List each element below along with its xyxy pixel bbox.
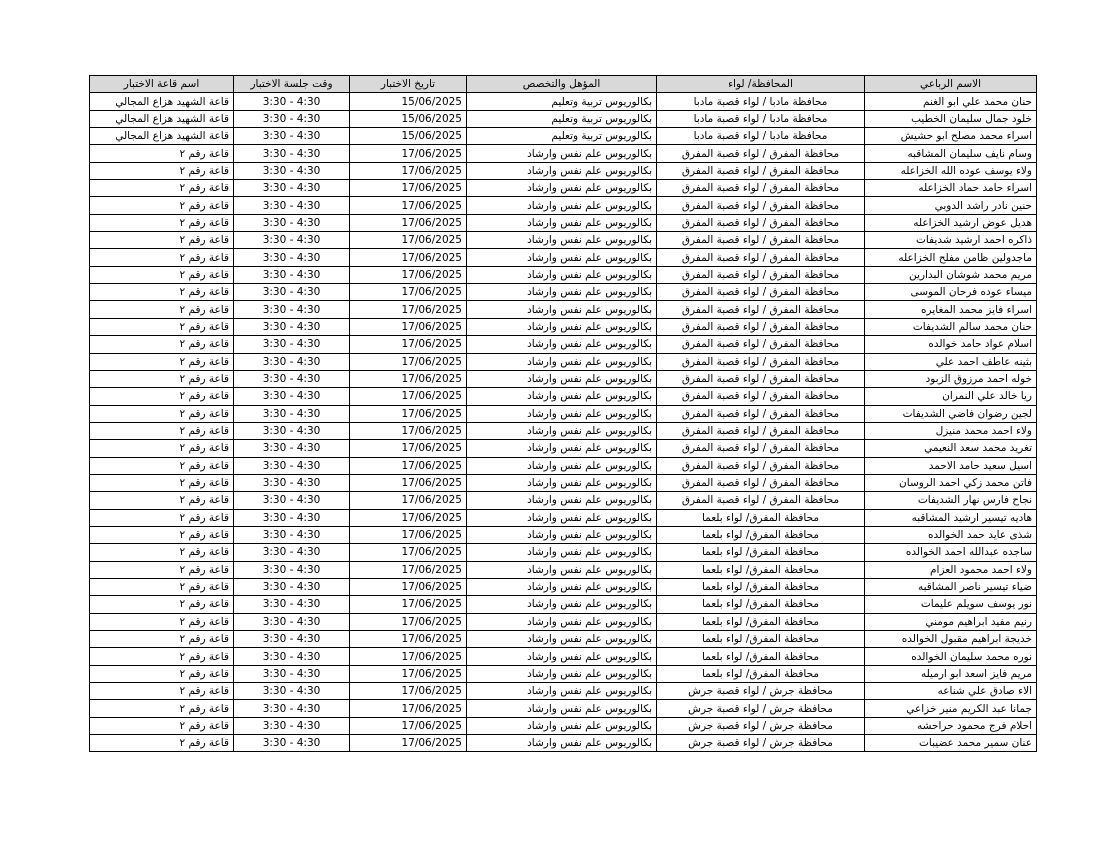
cell-qualification: بكالوريوس علم نفس وارشاد	[467, 735, 657, 752]
cell-time: 3:30 - 4:30	[234, 735, 350, 752]
cell-name: عنان سمير محمد عضيبات	[865, 735, 1037, 752]
header-date: تاريخ الاختبار	[350, 76, 467, 93]
cell-name: نوره محمد سليمان الخوالده	[865, 648, 1037, 665]
cell-date: 17/06/2025	[350, 631, 467, 648]
cell-governorate: محافظة جرش / لواء قصبة جرش	[657, 735, 865, 752]
cell-qualification: بكالوريوس تربية وتعليم	[467, 128, 657, 145]
table-row	[90, 405, 1037, 422]
table-row	[90, 665, 1037, 682]
cell-name: احلام فرج محمود حراحشه	[865, 717, 1037, 734]
cell-governorate: محافظة مادبا / لواء قصبة مادبا	[657, 93, 865, 110]
table-row	[90, 457, 1037, 474]
cell-qualification: بكالوريوس علم نفس وارشاد	[467, 613, 657, 630]
cell-qualification: بكالوريوس علم نفس وارشاد	[467, 578, 657, 595]
table-row	[90, 578, 1037, 595]
cell-qualification: بكالوريوس علم نفس وارشاد	[467, 232, 657, 249]
cell-governorate: محافظة المفرق / لواء قصبة المفرق	[657, 180, 865, 197]
cell-hall: قاعة رقم ٢	[90, 318, 234, 335]
table-row	[90, 232, 1037, 249]
cell-qualification: بكالوريوس علم نفس وارشاد	[467, 388, 657, 405]
cell-qualification: بكالوريوس علم نفس وارشاد	[467, 683, 657, 700]
cell-qualification: بكالوريوس علم نفس وارشاد	[467, 700, 657, 717]
cell-name: مريم محمد شوشان البدارين	[865, 266, 1037, 283]
cell-hall: قاعة رقم ٢	[90, 249, 234, 266]
cell-date: 17/06/2025	[350, 683, 467, 700]
cell-hall: قاعة رقم ٢	[90, 145, 234, 162]
table-row	[90, 631, 1037, 648]
cell-date: 17/06/2025	[350, 249, 467, 266]
cell-hall: قاعة رقم ٢	[90, 457, 234, 474]
cell-time: 3:30 - 4:30	[234, 232, 350, 249]
cell-qualification: بكالوريوس علم نفس وارشاد	[467, 405, 657, 422]
cell-governorate: محافظة المفرق/ لواء بلعما	[657, 648, 865, 665]
cell-governorate: محافظة جرش / لواء قصبة جرش	[657, 700, 865, 717]
table-row	[90, 717, 1037, 734]
table-row	[90, 249, 1037, 266]
cell-qualification: بكالوريوس تربية وتعليم	[467, 110, 657, 127]
cell-hall: قاعة رقم ٢	[90, 648, 234, 665]
table-row	[90, 162, 1037, 179]
cell-time: 3:30 - 4:30	[234, 162, 350, 179]
cell-name: ريا خالد علي النمران	[865, 388, 1037, 405]
table-row	[90, 509, 1037, 526]
table-row	[90, 336, 1037, 353]
cell-date: 17/06/2025	[350, 509, 467, 526]
table-row	[90, 683, 1037, 700]
cell-date: 17/06/2025	[350, 561, 467, 578]
cell-hall: قاعة رقم ٢	[90, 665, 234, 682]
cell-time: 3:30 - 4:30	[234, 214, 350, 231]
cell-qualification: بكالوريوس علم نفس وارشاد	[467, 526, 657, 543]
table-row	[90, 110, 1037, 127]
cell-name: حنان محمد سالم الشديفات	[865, 318, 1037, 335]
cell-hall: قاعة رقم ٢	[90, 232, 234, 249]
cell-hall: قاعة رقم ٢	[90, 440, 234, 457]
cell-hall: قاعة رقم ٢	[90, 266, 234, 283]
cell-qualification: بكالوريوس علم نفس وارشاد	[467, 422, 657, 439]
cell-governorate: محافظة المفرق/ لواء بلعما	[657, 665, 865, 682]
cell-time: 3:30 - 4:30	[234, 440, 350, 457]
cell-governorate: محافظة مادبا / لواء قصبة مادبا	[657, 110, 865, 127]
table-body	[90, 93, 1037, 752]
header-name: الاسم الرباعي	[865, 76, 1037, 93]
cell-name: تغريد محمد سعد النعيمي	[865, 440, 1037, 457]
cell-governorate: محافظة المفرق / لواء قصبة المفرق	[657, 457, 865, 474]
cell-date: 17/06/2025	[350, 405, 467, 422]
table-row	[90, 180, 1037, 197]
cell-qualification: بكالوريوس علم نفس وارشاد	[467, 492, 657, 509]
candidates-table	[89, 75, 1037, 752]
cell-time: 3:30 - 4:30	[234, 405, 350, 422]
table-row	[90, 526, 1037, 543]
cell-name: اسلام عواد حامد خوالده	[865, 336, 1037, 353]
cell-hall: قاعة رقم ٢	[90, 388, 234, 405]
table-row	[90, 128, 1037, 145]
cell-qualification: بكالوريوس علم نفس وارشاد	[467, 370, 657, 387]
cell-date: 17/06/2025	[350, 422, 467, 439]
cell-date: 17/06/2025	[350, 318, 467, 335]
table-row	[90, 93, 1037, 110]
cell-hall: قاعة رقم ٢	[90, 561, 234, 578]
cell-name: خلود جمال سليمان الخطيب	[865, 110, 1037, 127]
cell-qualification: بكالوريوس علم نفس وارشاد	[467, 266, 657, 283]
cell-date: 15/06/2025	[350, 110, 467, 127]
cell-name: اسيل سعيد حامد الاحمد	[865, 457, 1037, 474]
cell-date: 17/06/2025	[350, 457, 467, 474]
header-row	[90, 76, 1037, 93]
cell-date: 15/06/2025	[350, 93, 467, 110]
cell-time: 3:30 - 4:30	[234, 388, 350, 405]
cell-date: 17/06/2025	[350, 353, 467, 370]
header-time: وقت جلسة الاختبار	[234, 76, 350, 93]
cell-name: لجين رضوان فاضي الشديفات	[865, 405, 1037, 422]
cell-name: الاء صادق علي شناعه	[865, 683, 1037, 700]
cell-date: 17/06/2025	[350, 284, 467, 301]
cell-hall: قاعة رقم ٢	[90, 284, 234, 301]
cell-governorate: محافظة المفرق/ لواء بلعما	[657, 544, 865, 561]
table-row	[90, 214, 1037, 231]
cell-governorate: محافظة المفرق/ لواء بلعما	[657, 578, 865, 595]
cell-date: 17/06/2025	[350, 145, 467, 162]
cell-qualification: بكالوريوس علم نفس وارشاد	[467, 318, 657, 335]
table-header	[90, 76, 1037, 93]
table-row	[90, 145, 1037, 162]
cell-name: نور يوسف سويلم عليمات	[865, 596, 1037, 613]
cell-date: 17/06/2025	[350, 388, 467, 405]
cell-qualification: بكالوريوس علم نفس وارشاد	[467, 197, 657, 214]
cell-name: ولاء احمد محمد منيزل	[865, 422, 1037, 439]
cell-time: 3:30 - 4:30	[234, 683, 350, 700]
cell-time: 3:30 - 4:30	[234, 474, 350, 491]
cell-time: 3:30 - 4:30	[234, 336, 350, 353]
cell-time: 3:30 - 4:30	[234, 284, 350, 301]
cell-governorate: محافظة جرش / لواء قصبة جرش	[657, 717, 865, 734]
cell-time: 3:30 - 4:30	[234, 128, 350, 145]
cell-date: 17/06/2025	[350, 232, 467, 249]
cell-hall: قاعة رقم ٢	[90, 474, 234, 491]
cell-name: اسراء محمد مصلح ابو حشيش	[865, 128, 1037, 145]
cell-hall: قاعة رقم ٢	[90, 544, 234, 561]
cell-hall: قاعة رقم ٢	[90, 336, 234, 353]
cell-name: ميساء عوده فرحان الموسى	[865, 284, 1037, 301]
cell-date: 17/06/2025	[350, 735, 467, 752]
cell-date: 15/06/2025	[350, 128, 467, 145]
cell-date: 17/06/2025	[350, 596, 467, 613]
cell-hall: قاعة الشهيد هزاع المجالي	[90, 93, 234, 110]
cell-date: 17/06/2025	[350, 162, 467, 179]
cell-date: 17/06/2025	[350, 474, 467, 491]
cell-governorate: محافظة المفرق / لواء قصبة المفرق	[657, 266, 865, 283]
cell-governorate: محافظة المفرق/ لواء بلعما	[657, 509, 865, 526]
cell-qualification: بكالوريوس علم نفس وارشاد	[467, 544, 657, 561]
cell-time: 3:30 - 4:30	[234, 561, 350, 578]
cell-governorate: محافظة المفرق / لواء قصبة المفرق	[657, 318, 865, 335]
cell-qualification: بكالوريوس علم نفس وارشاد	[467, 561, 657, 578]
cell-governorate: محافظة المفرق / لواء قصبة المفرق	[657, 162, 865, 179]
cell-qualification: بكالوريوس علم نفس وارشاد	[467, 180, 657, 197]
cell-name: رنيم مفيد ابراهيم مومني	[865, 613, 1037, 630]
cell-governorate: محافظة المفرق / لواء قصبة المفرق	[657, 388, 865, 405]
cell-hall: قاعة رقم ٢	[90, 613, 234, 630]
cell-date: 17/06/2025	[350, 180, 467, 197]
cell-time: 3:30 - 4:30	[234, 370, 350, 387]
table-row	[90, 370, 1037, 387]
cell-governorate: محافظة المفرق / لواء قصبة المفرق	[657, 353, 865, 370]
cell-name: بثينه عاطف احمد علي	[865, 353, 1037, 370]
cell-name: خوله احمد مرزوق الزبود	[865, 370, 1037, 387]
cell-hall: قاعة رقم ٢	[90, 700, 234, 717]
cell-date: 17/06/2025	[350, 214, 467, 231]
cell-name: ساجده عبدالله احمد الخوالده	[865, 544, 1037, 561]
cell-date: 17/06/2025	[350, 266, 467, 283]
table-row	[90, 318, 1037, 335]
cell-hall: قاعة رقم ٢	[90, 735, 234, 752]
table-row	[90, 735, 1037, 752]
cell-governorate: محافظة المفرق / لواء قصبة المفرق	[657, 422, 865, 439]
cell-qualification: بكالوريوس علم نفس وارشاد	[467, 648, 657, 665]
cell-governorate: محافظة المفرق / لواء قصبة المفرق	[657, 284, 865, 301]
cell-hall: قاعة رقم ٢	[90, 631, 234, 648]
cell-qualification: بكالوريوس علم نفس وارشاد	[467, 284, 657, 301]
cell-date: 17/06/2025	[350, 613, 467, 630]
cell-governorate: محافظة جرش / لواء قصبة جرش	[657, 683, 865, 700]
cell-time: 3:30 - 4:30	[234, 422, 350, 439]
cell-name: نجاح فارس نهار الشديفات	[865, 492, 1037, 509]
table-row	[90, 492, 1037, 509]
cell-time: 3:30 - 4:30	[234, 526, 350, 543]
cell-qualification: بكالوريوس علم نفس وارشاد	[467, 631, 657, 648]
cell-time: 3:30 - 4:30	[234, 613, 350, 630]
cell-hall: قاعة رقم ٢	[90, 526, 234, 543]
cell-time: 3:30 - 4:30	[234, 665, 350, 682]
table-row	[90, 561, 1037, 578]
cell-governorate: محافظة المفرق / لواء قصبة المفرق	[657, 197, 865, 214]
cell-name: جمانا عبد الكريم منير خزاعي	[865, 700, 1037, 717]
cell-hall: قاعة رقم ٢	[90, 422, 234, 439]
cell-time: 3:30 - 4:30	[234, 648, 350, 665]
cell-name: هديل عوض ارشيد الخزاعله	[865, 214, 1037, 231]
cell-hall: قاعة رقم ٢	[90, 301, 234, 318]
cell-date: 17/06/2025	[350, 492, 467, 509]
table-row	[90, 613, 1037, 630]
cell-governorate: محافظة المفرق/ لواء بلعما	[657, 526, 865, 543]
cell-qualification: بكالوريوس علم نفس وارشاد	[467, 214, 657, 231]
cell-name: مريم فايز اسعد ابو ارميله	[865, 665, 1037, 682]
cell-time: 3:30 - 4:30	[234, 318, 350, 335]
cell-date: 17/06/2025	[350, 578, 467, 595]
cell-name: حنين نادر راشد الدوبي	[865, 197, 1037, 214]
cell-qualification: بكالوريوس علم نفس وارشاد	[467, 457, 657, 474]
cell-name: ماجدولين ظامن مفلح الخزاعله	[865, 249, 1037, 266]
cell-hall: قاعة الشهيد هزاع المجالي	[90, 128, 234, 145]
cell-qualification: بكالوريوس علم نفس وارشاد	[467, 336, 657, 353]
cell-governorate: محافظة المفرق / لواء قصبة المفرق	[657, 474, 865, 491]
cell-date: 17/06/2025	[350, 370, 467, 387]
cell-qualification: بكالوريوس علم نفس وارشاد	[467, 162, 657, 179]
table-row	[90, 353, 1037, 370]
cell-name: ذاكره احمد ارشيد شديفات	[865, 232, 1037, 249]
cell-qualification: بكالوريوس علم نفس وارشاد	[467, 665, 657, 682]
cell-name: حنان محمد علي ابو الغنم	[865, 93, 1037, 110]
cell-governorate: محافظة المفرق / لواء قصبة المفرق	[657, 232, 865, 249]
cell-hall: قاعة رقم ٢	[90, 578, 234, 595]
cell-time: 3:30 - 4:30	[234, 578, 350, 595]
cell-qualification: بكالوريوس علم نفس وارشاد	[467, 440, 657, 457]
cell-name: ولاء يوسف عوده الله الخزاعله	[865, 162, 1037, 179]
cell-date: 17/06/2025	[350, 301, 467, 318]
cell-hall: قاعة رقم ٢	[90, 214, 234, 231]
cell-date: 17/06/2025	[350, 717, 467, 734]
cell-name: فاتن محمد زكي احمد الروسان	[865, 474, 1037, 491]
cell-date: 17/06/2025	[350, 648, 467, 665]
cell-qualification: بكالوريوس علم نفس وارشاد	[467, 596, 657, 613]
cell-hall: قاعة رقم ٢	[90, 370, 234, 387]
header-hall: اسم قاعة الاختبار	[90, 76, 234, 93]
cell-time: 3:30 - 4:30	[234, 717, 350, 734]
table-row	[90, 700, 1037, 717]
cell-time: 3:30 - 4:30	[234, 631, 350, 648]
cell-date: 17/06/2025	[350, 700, 467, 717]
cell-name: شذى عايد حمد الخوالده	[865, 526, 1037, 543]
header-governorate: المحافظة/ لواء	[657, 76, 865, 93]
cell-hall: قاعة رقم ٢	[90, 405, 234, 422]
cell-date: 17/06/2025	[350, 197, 467, 214]
cell-time: 3:30 - 4:30	[234, 180, 350, 197]
cell-governorate: محافظة المفرق / لواء قصبة المفرق	[657, 301, 865, 318]
cell-name: هاديه تيسير ارشيد المشاقبه	[865, 509, 1037, 526]
table-row	[90, 648, 1037, 665]
cell-hall: قاعة رقم ٢	[90, 353, 234, 370]
cell-date: 17/06/2025	[350, 665, 467, 682]
cell-qualification: بكالوريوس علم نفس وارشاد	[467, 249, 657, 266]
cell-hall: قاعة رقم ٢	[90, 683, 234, 700]
table-row	[90, 440, 1037, 457]
cell-governorate: محافظة المفرق / لواء قصبة المفرق	[657, 145, 865, 162]
cell-qualification: بكالوريوس علم نفس وارشاد	[467, 301, 657, 318]
cell-hall: قاعة رقم ٢	[90, 180, 234, 197]
cell-governorate: محافظة المفرق / لواء قصبة المفرق	[657, 492, 865, 509]
cell-name: اسراء حامد حماد الخزاعله	[865, 180, 1037, 197]
cell-time: 3:30 - 4:30	[234, 353, 350, 370]
cell-time: 3:30 - 4:30	[234, 110, 350, 127]
cell-date: 17/06/2025	[350, 336, 467, 353]
table-row	[90, 544, 1037, 561]
cell-time: 3:30 - 4:30	[234, 457, 350, 474]
cell-time: 3:30 - 4:30	[234, 544, 350, 561]
cell-qualification: بكالوريوس علم نفس وارشاد	[467, 145, 657, 162]
table-row	[90, 301, 1037, 318]
cell-date: 17/06/2025	[350, 440, 467, 457]
cell-governorate: محافظة المفرق / لواء قصبة المفرق	[657, 440, 865, 457]
table-row	[90, 266, 1037, 283]
cell-governorate: محافظة المفرق/ لواء بلعما	[657, 631, 865, 648]
header-qualification: المؤهل والتخصص	[467, 76, 657, 93]
cell-hall: قاعة الشهيد هزاع المجالي	[90, 110, 234, 127]
table-row	[90, 474, 1037, 491]
cell-governorate: محافظة المفرق / لواء قصبة المفرق	[657, 370, 865, 387]
cell-name: ضياء تيسير ناصر المشاقبه	[865, 578, 1037, 595]
cell-time: 3:30 - 4:30	[234, 197, 350, 214]
table-row	[90, 596, 1037, 613]
cell-name: ولاء احمد محمود العزام	[865, 561, 1037, 578]
cell-time: 3:30 - 4:30	[234, 249, 350, 266]
cell-qualification: بكالوريوس تربية وتعليم	[467, 93, 657, 110]
cell-governorate: محافظة المفرق / لواء قصبة المفرق	[657, 336, 865, 353]
cell-governorate: محافظة مادبا / لواء قصبة مادبا	[657, 128, 865, 145]
cell-governorate: محافظة المفرق/ لواء بلعما	[657, 596, 865, 613]
cell-qualification: بكالوريوس علم نفس وارشاد	[467, 353, 657, 370]
table-row	[90, 388, 1037, 405]
cell-qualification: بكالوريوس علم نفس وارشاد	[467, 509, 657, 526]
cell-hall: قاعة رقم ٢	[90, 162, 234, 179]
cell-date: 17/06/2025	[350, 526, 467, 543]
table-row	[90, 284, 1037, 301]
cell-hall: قاعة رقم ٢	[90, 492, 234, 509]
cell-hall: قاعة رقم ٢	[90, 197, 234, 214]
cell-hall: قاعة رقم ٢	[90, 596, 234, 613]
cell-time: 3:30 - 4:30	[234, 492, 350, 509]
cell-name: اسراء فايز محمد المغايره	[865, 301, 1037, 318]
cell-hall: قاعة رقم ٢	[90, 717, 234, 734]
cell-time: 3:30 - 4:30	[234, 145, 350, 162]
table-row	[90, 422, 1037, 439]
cell-time: 3:30 - 4:30	[234, 93, 350, 110]
cell-name: وسام نايف سليمان المشاقبه	[865, 145, 1037, 162]
cell-governorate: محافظة المفرق / لواء قصبة المفرق	[657, 405, 865, 422]
cell-time: 3:30 - 4:30	[234, 509, 350, 526]
table-row	[90, 197, 1037, 214]
cell-governorate: محافظة المفرق/ لواء بلعما	[657, 613, 865, 630]
cell-governorate: محافظة المفرق / لواء قصبة المفرق	[657, 249, 865, 266]
cell-governorate: محافظة المفرق/ لواء بلعما	[657, 561, 865, 578]
cell-name: خديجة ابراهيم مقبول الخوالده	[865, 631, 1037, 648]
cell-date: 17/06/2025	[350, 544, 467, 561]
cell-qualification: بكالوريوس علم نفس وارشاد	[467, 474, 657, 491]
cell-hall: قاعة رقم ٢	[90, 509, 234, 526]
cell-time: 3:30 - 4:30	[234, 700, 350, 717]
cell-qualification: بكالوريوس علم نفس وارشاد	[467, 717, 657, 734]
cell-time: 3:30 - 4:30	[234, 266, 350, 283]
cell-time: 3:30 - 4:30	[234, 301, 350, 318]
cell-time: 3:30 - 4:30	[234, 596, 350, 613]
cell-governorate: محافظة المفرق / لواء قصبة المفرق	[657, 214, 865, 231]
